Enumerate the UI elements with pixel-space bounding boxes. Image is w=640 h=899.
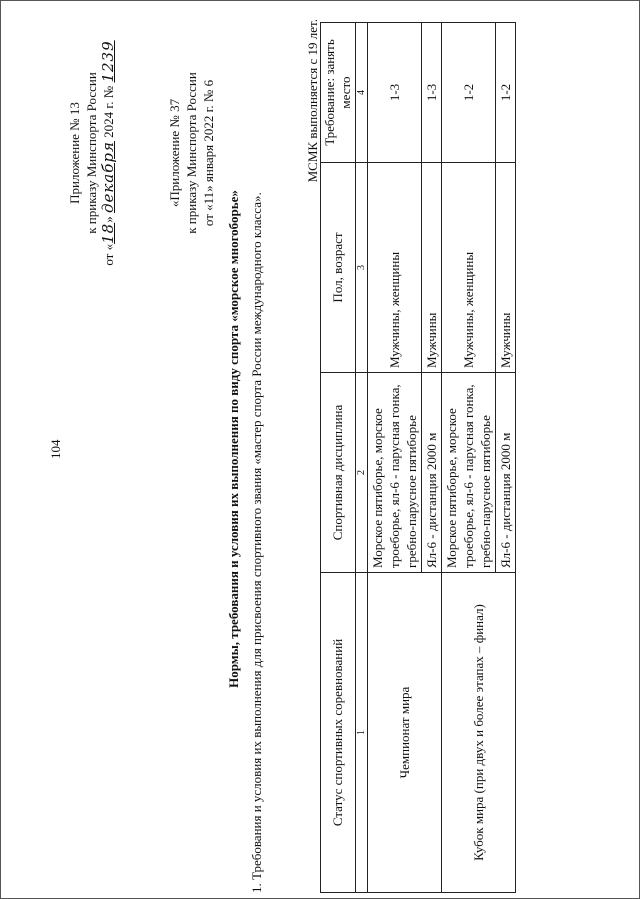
date-number: 1239 — [99, 40, 117, 83]
page-number: 104 — [48, 439, 63, 459]
header-status: Статус спортивных соревнований — [321, 573, 356, 893]
date-day: 18 — [99, 222, 117, 244]
norms-table — [320, 22, 516, 893]
header-gender: Пол, возраст — [321, 163, 356, 373]
section-text: 1. Требования и условия их выполнения для присвоения спортивного звания «мастер спорта России международного класса». — [249, 192, 264, 893]
discipline-cell: Морское пятиборье, морское троеборье, ял-6 - парусная гонка, гребно-парусное пятиборье — [442, 373, 496, 573]
appendix-new — [66, 3, 117, 303]
appendix-new-date — [100, 3, 117, 303]
place-cell: 1-3 — [368, 23, 422, 163]
appendix-old-line2: к приказу Минспорта России — [184, 72, 199, 234]
table-header-row — [321, 23, 356, 893]
gender-cell: Мужчины, женщины — [442, 163, 496, 373]
column-number-row — [356, 23, 368, 893]
header-place: Требование: занять место — [321, 23, 356, 163]
col-number: 4 — [356, 23, 368, 163]
age-note: МСМК выполняется с 19 лет. — [305, 19, 320, 183]
document-title: Нормы, требования и условия их выполнения по виду спорта «морское многоборье» — [226, 190, 241, 688]
gender-cell: Мужчины, женщины — [368, 163, 422, 373]
col-number: 1 — [356, 573, 368, 893]
col-number: 2 — [356, 373, 368, 573]
date-month: декабря — [99, 141, 117, 214]
appendix-old-line3: от «11» января 2022 г. № 6 — [201, 79, 216, 227]
status-cell: Кубок мира (при двух и более этапах – финал) — [442, 573, 516, 893]
header-discipline: Спортивная дисциплина — [321, 373, 356, 573]
gender-cell: Мужчины — [496, 163, 516, 373]
place-cell: 1-2 — [442, 23, 496, 163]
status-cell: Чемпионат мира — [368, 573, 442, 893]
col-number: 3 — [356, 163, 368, 373]
discipline-cell: Морское пятиборье, морское троеборье, ял-6 - парусная гонка, гребно-парусное пятиборье — [368, 373, 422, 573]
appendix-old — [166, 3, 217, 303]
table-row — [442, 23, 496, 893]
appendix-old-line1: «Приложение № 37 — [167, 98, 182, 208]
place-cell: 1-3 — [422, 23, 442, 163]
appendix-new-line2: к приказу Минспорта России — [84, 72, 99, 234]
date-mid: » — [101, 216, 116, 223]
date-year: 2024 г. № — [101, 85, 116, 138]
discipline-cell: Ял-6 - дистанция 2000 м — [496, 373, 516, 573]
date-prefix: от « — [101, 243, 116, 266]
table-row — [368, 23, 422, 893]
appendix-new-line1: Приложение № 13 — [67, 102, 82, 204]
place-cell: 1-2 — [496, 23, 516, 163]
discipline-cell: Ял-6 - дистанция 2000 м — [422, 373, 442, 573]
gender-cell: Мужчины — [422, 163, 442, 373]
